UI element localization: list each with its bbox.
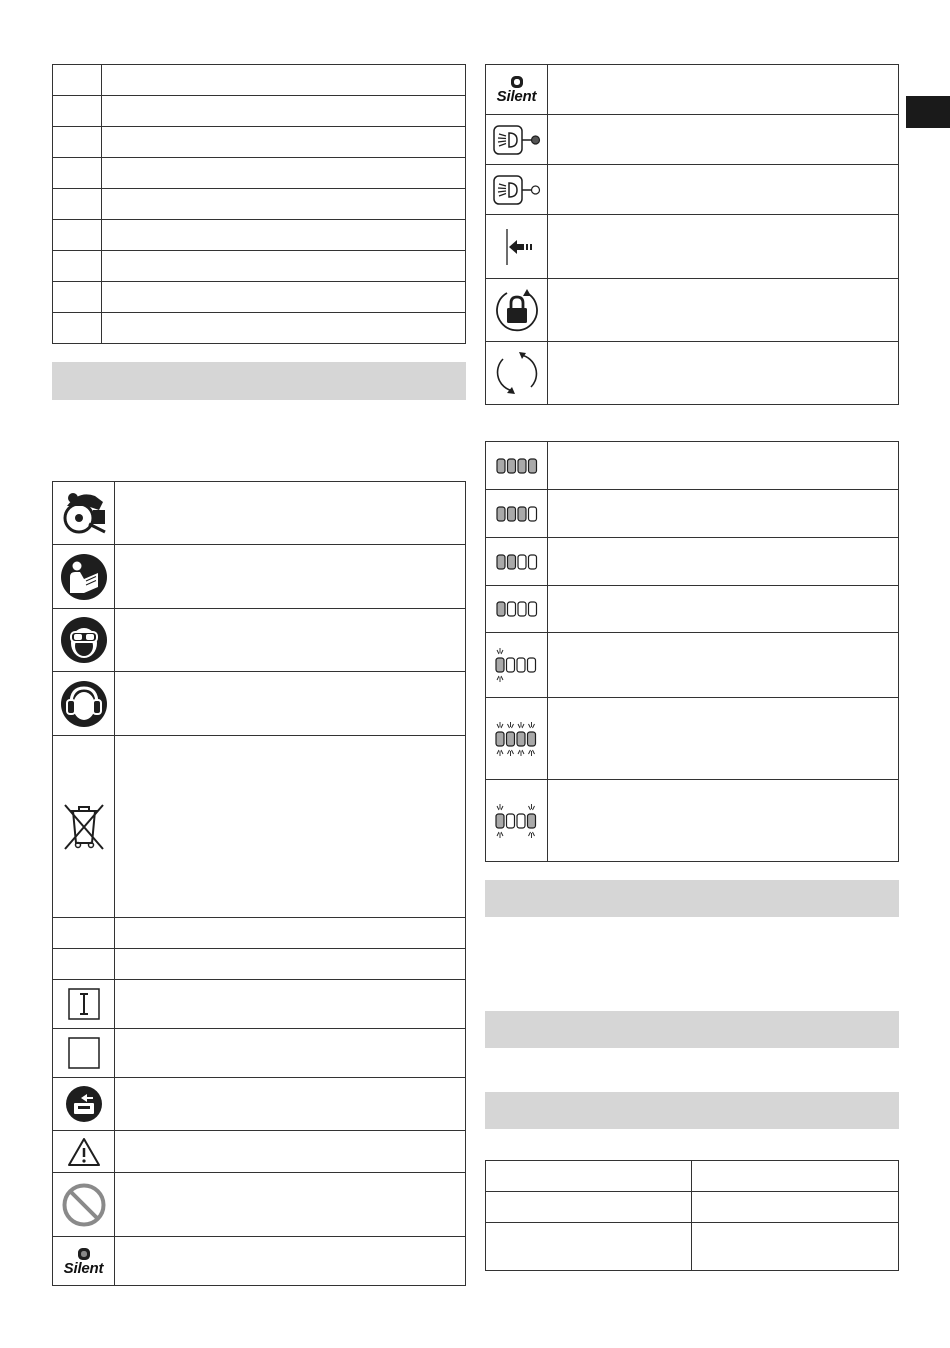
silent-mode-on-icon <box>53 1247 114 1276</box>
parts-list-table <box>52 64 466 344</box>
battery-2-of-4-icon <box>486 553 547 571</box>
table-row <box>53 482 466 545</box>
table-row <box>53 918 466 949</box>
table-row <box>53 158 466 189</box>
battery-error-blinking-icon <box>486 803 547 839</box>
table-row <box>53 282 466 313</box>
table-row <box>486 442 899 490</box>
table-row <box>486 490 899 538</box>
table-row <box>53 127 466 158</box>
silent-label: Silent <box>496 88 537 105</box>
weee-crossed-bin-icon <box>53 801 114 853</box>
prohibition-icon <box>53 1182 114 1228</box>
table-row <box>53 736 466 918</box>
battery-4-of-4-icon <box>486 457 547 475</box>
table-row <box>53 189 466 220</box>
table-row <box>486 780 899 862</box>
section-header-band <box>485 1011 899 1048</box>
table-row <box>486 165 899 215</box>
symbols-table <box>52 481 466 1286</box>
circular-saw-icon <box>53 488 114 538</box>
rotation-lock-icon <box>486 286 547 334</box>
rotation-icon <box>486 349 547 397</box>
table-row <box>53 1173 466 1237</box>
table-row <box>53 545 466 609</box>
light-on-icon <box>486 124 547 156</box>
battery-all-blinking-icon <box>486 721 547 757</box>
battery-charger-icon <box>53 1085 114 1123</box>
blank-square-icon <box>53 1037 114 1069</box>
table-row <box>53 313 466 344</box>
specification-table <box>485 1160 899 1271</box>
operation-symbols-table <box>485 64 899 405</box>
safety-goggles-icon <box>53 616 114 664</box>
silent-label: Silent <box>63 1259 104 1277</box>
table-row <box>53 609 466 672</box>
battery-1-of-4-icon <box>486 600 547 618</box>
table-row <box>53 96 466 127</box>
dc-current-icon <box>53 988 114 1020</box>
table-row <box>53 1029 466 1078</box>
silent-mode-off-icon <box>486 75 547 104</box>
table-row <box>486 115 899 165</box>
table-row <box>486 538 899 586</box>
table-row <box>53 1078 466 1131</box>
table-row <box>53 65 466 96</box>
section-header-band <box>52 362 466 400</box>
table-row <box>486 1223 899 1271</box>
table-row <box>53 1131 466 1173</box>
light-off-icon <box>486 174 547 206</box>
battery-3-of-4-icon <box>486 505 547 523</box>
table-row <box>486 586 899 633</box>
table-row <box>486 279 899 342</box>
table-row <box>486 342 899 405</box>
table-row <box>486 1161 899 1192</box>
table-row <box>53 220 466 251</box>
ear-protection-icon <box>53 680 114 728</box>
battery-indicator-table <box>485 441 899 862</box>
read-manual-icon <box>53 553 114 601</box>
table-row <box>53 672 466 736</box>
table-row <box>53 949 466 980</box>
section-header-band <box>485 1092 899 1129</box>
warning-triangle-icon <box>53 1137 114 1167</box>
table-row <box>53 251 466 282</box>
table-row <box>53 1237 466 1286</box>
table-row <box>486 65 899 115</box>
battery-low-blinking-icon <box>486 647 547 683</box>
table-row <box>486 215 899 279</box>
push-in-arrow-icon <box>486 225 547 269</box>
table-row <box>53 980 466 1029</box>
table-row <box>486 633 899 698</box>
table-row <box>486 698 899 780</box>
table-row <box>486 1192 899 1223</box>
section-header-band <box>485 880 899 917</box>
language-tab-marker <box>906 96 950 128</box>
